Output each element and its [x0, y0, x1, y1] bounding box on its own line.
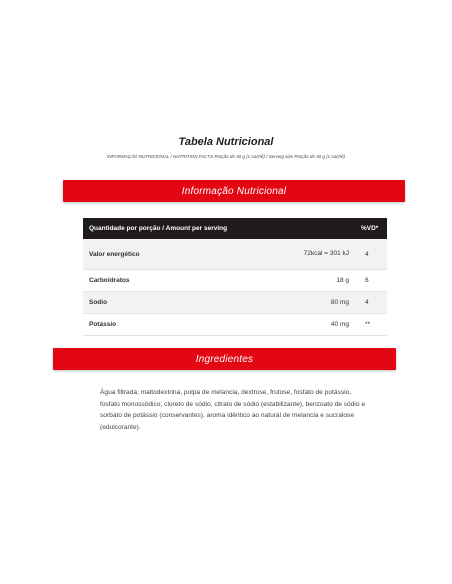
table-row	[83, 292, 387, 314]
table-row	[83, 270, 387, 292]
nutrition-table	[83, 218, 387, 336]
row-dv: 4	[365, 299, 369, 306]
ingredients-banner-label: Ingredientes	[195, 353, 254, 365]
table-header	[83, 218, 387, 239]
column-header-dv: %VD*	[361, 225, 379, 232]
table-row	[83, 314, 387, 336]
row-amount: 72kcal = 301 kJ	[303, 250, 349, 257]
column-header-quantity: Quantidade por porção / Amount per serving	[89, 225, 228, 232]
ingredients-text: Água filtrada, maltodextrina, polpa de melancia, dextrose, frutose, fosfato de potássio, fosfato monossódico, cloreto de sódio, citrato de sódio (estabilizante), benzoato de sódio e sorbato de potássio (conservantes), aroma idêntico ao natural de melancia e sucralose (edulcorante).	[100, 389, 366, 431]
page-subtitle: INFORMAÇÃO NUTRICIONAL / NUTRITION FACTS Porção de 30 g (1 sachê) / Serving size Porção de 30 g (1 sachê)	[107, 154, 345, 159]
row-amount: 40 mg	[330, 320, 349, 328]
ingredients-banner	[53, 348, 396, 370]
row-label: Sodio	[89, 299, 108, 306]
row-dv: 4	[365, 250, 369, 258]
row-amount: 80 mg	[330, 298, 349, 306]
row-amount: 18 g	[336, 276, 349, 284]
row-dv: 6	[365, 277, 369, 284]
nutrition-banner	[63, 180, 405, 202]
row-dv: **	[365, 321, 371, 328]
row-label: Valor energético	[89, 250, 140, 258]
row-label: Potássio	[89, 321, 117, 328]
table-row	[83, 239, 387, 270]
row-label: Carboidratos	[89, 277, 130, 284]
nutrition-banner-label: Informação Nutricional	[181, 185, 287, 197]
page-title: Tabela Nutricional	[178, 136, 274, 148]
